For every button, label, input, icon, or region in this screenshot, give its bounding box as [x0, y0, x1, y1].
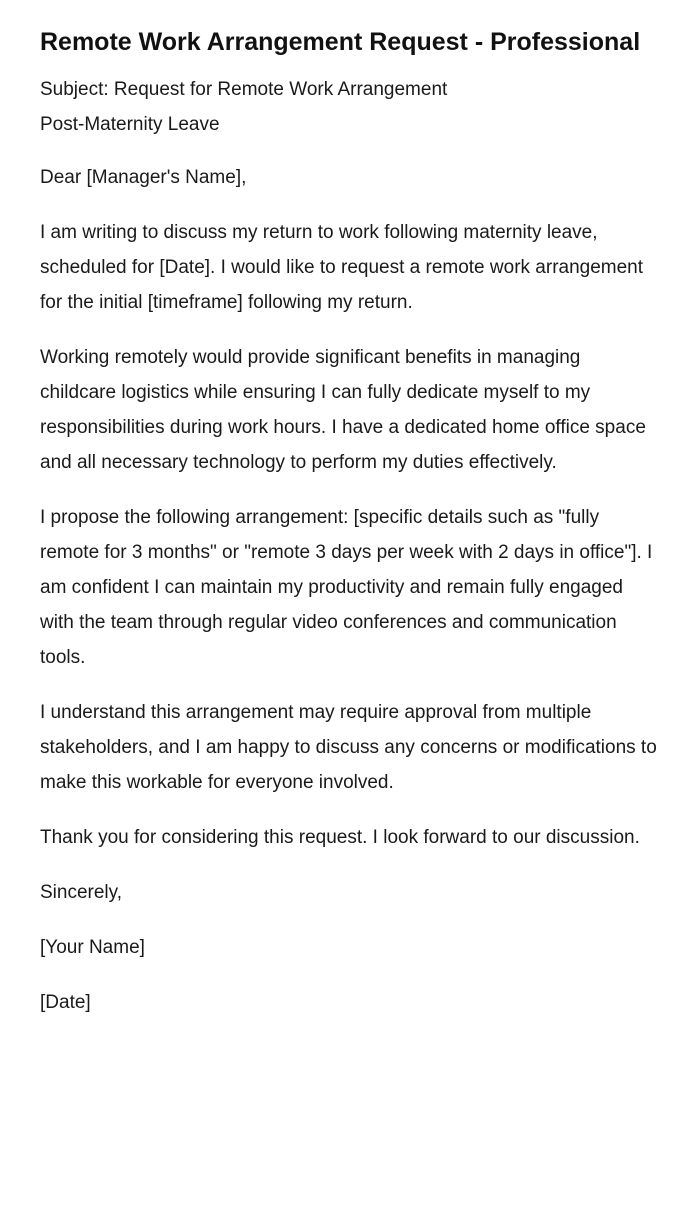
subject-line-2: Post-Maternity Leave — [40, 114, 220, 135]
body-paragraph-5: Thank you for considering this request. I look forward to our discussion. — [40, 827, 640, 848]
salutation: Dear [Manager's Name], — [40, 167, 247, 188]
body-paragraph-1: I am writing to discuss my return to work following maternity leave, scheduled for [Date]. I would like to request a remote work arrangement for the initial [timeframe] following my return. — [40, 222, 644, 313]
letter-title: Remote Work Arrangement Request - Professional — [40, 28, 641, 56]
body-paragraph-3: I propose the following arrangement: [specific details such as "fully remote for 3 months" or "remote 3 days per week with 2 days in office"]. I am confident I can maintain my productivity and remain fully engaged with the team through regular video conferences and communication tools. — [40, 507, 653, 668]
signature-name: [Your Name] — [40, 937, 145, 958]
subject-line-1: Subject: Request for Remote Work Arrangement — [40, 79, 448, 100]
body-paragraph-4: I understand this arrangement may require approval from multiple stakeholders, and I am happy to discuss any concerns or modifications to make this workable for everyone involved. — [40, 702, 657, 793]
signature-date: [Date] — [40, 992, 91, 1013]
closing: Sincerely, — [40, 882, 123, 903]
body-paragraph-2: Working remotely would provide significant benefits in managing childcare logistics while ensuring I can fully dedicate myself to my responsibilities during work hours. I have a dedicated home office space and all necessary technology to perform my duties effectively. — [40, 347, 646, 473]
subject-line — [40, 72, 660, 142]
